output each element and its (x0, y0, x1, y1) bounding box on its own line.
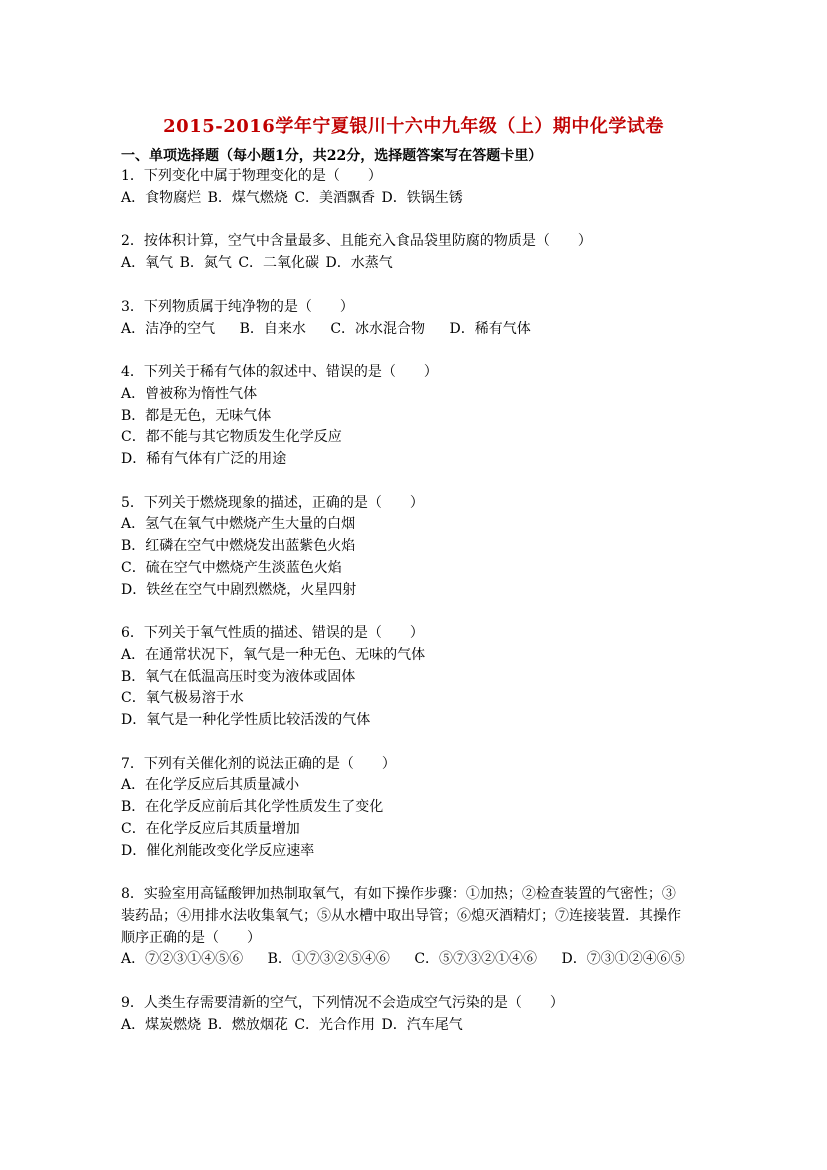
option-b: B．①⑦③②⑤④⑥ (267, 951, 390, 968)
question-stem: 1．下列变化中属于物理变化的是（ ） (121, 168, 382, 184)
question-stem: 2．按体积计算，空气中含量最多、且能充入食品袋里防腐的物质是（ ） (121, 233, 592, 250)
option-b: B．都是无色，无味气体 (121, 407, 272, 424)
question-8 (121, 884, 721, 971)
option-a: A．氧气 (121, 255, 174, 272)
option-c: C．氧气极易溶于水 (121, 690, 244, 707)
option-d: D．铁锅生锈 (381, 189, 463, 206)
question-4 (121, 362, 721, 471)
option-a: A．煤炭燃烧 (121, 1016, 202, 1033)
option-b: B．燃放烟花 (207, 1016, 288, 1033)
question-6 (121, 623, 721, 732)
option-a: A．食物腐烂 (121, 189, 202, 206)
question-stem-line-2: 装药品；④用排水法收集氧气；⑤从水槽中取出导管；⑥熄灭酒精灯；⑦连接装置．其操作 (121, 907, 681, 924)
option-d: D．汽车尾气 (381, 1016, 463, 1033)
question-stem: 4．下列关于稀有气体的叙述中、错误的是（ ） (121, 364, 438, 381)
option-b: B．煤气燃烧 (207, 189, 288, 206)
option-a: A．在化学反应后其质量减小 (121, 777, 300, 794)
question-1 (121, 166, 721, 209)
question-stem: 6．下列关于氧气性质的描述、错误的是（ ） (121, 625, 424, 642)
option-a: A．曾被称为惰性气体 (121, 385, 258, 402)
question-2 (121, 231, 721, 274)
option-b: B．氮气 (179, 255, 232, 272)
question-5 (121, 493, 721, 602)
option-b: B．红磷在空气中燃烧发出蓝紫色火焰 (121, 538, 356, 555)
option-c: C．冰水混合物 (330, 320, 426, 337)
option-d: D．氧气是一种化学性质比较活泼的气体 (121, 712, 371, 729)
option-a: A．在通常状况下，氧气是一种无色、无味的气体 (121, 646, 426, 663)
option-row (121, 188, 721, 210)
question-list (121, 166, 721, 1059)
option-d: D．铁丝在空气中剧烈燃烧，火星四射 (121, 581, 357, 598)
question-stem: 3．下列物质属于纯净物的是（ ） (121, 298, 354, 315)
option-c: C．⑤⑦③②①④⑥ (414, 951, 538, 968)
option-d: D．⑦③①②④⑥⑤ (561, 951, 685, 968)
option-b: B．自来水 (239, 320, 306, 337)
option-row (121, 319, 721, 341)
question-stem: 7．下列有关催化剂的说法正确的是（ ） (121, 755, 396, 772)
option-row (121, 1015, 721, 1037)
option-d: D．稀有气体有广泛的用途 (121, 451, 287, 468)
option-c: C．光合作用 (294, 1016, 376, 1033)
question-3 (121, 297, 721, 340)
question-stem: 5．下列关于燃烧现象的描述，正确的是（ ） (121, 494, 424, 511)
question-stem: 9．人类生存需要清新的空气，下列情况不会造成空气污染的是（ ） (121, 995, 564, 1012)
option-d: D．催化剂能改变化学反应速率 (121, 842, 315, 859)
option-a: A．⑦②③①④⑤⑥ (121, 951, 244, 968)
option-c: C．都不能与其它物质发生化学反应 (121, 429, 342, 446)
option-c: C．美酒飘香 (294, 189, 376, 206)
option-a: A．洁净的空气 (121, 320, 216, 337)
option-b: B．在化学反应前后其化学性质发生了变化 (121, 799, 384, 816)
question-stem-line-3: 顺序正确的是（ ） (121, 929, 261, 946)
question-7 (121, 754, 721, 863)
option-row (121, 253, 721, 275)
exam-title: 2015-2016学年宁夏银川十六中九年级（上）期中化学试卷 (163, 116, 664, 137)
option-d: D．稀有气体 (449, 320, 531, 337)
option-c: C．硫在空气中燃烧产生淡蓝色火焰 (121, 559, 342, 576)
option-b: B．氧气在低温高压时变为液体或固体 (121, 668, 356, 685)
option-c: C．在化学反应后其质量增加 (121, 820, 300, 837)
question-9 (121, 993, 721, 1036)
section-heading: 一、单项选择题（每小题1分，共22分，选择题答案写在答题卡里） (121, 148, 543, 164)
question-stem-line-1: 8．实验室用高锰酸钾加热制取氧气，有如下操作步骤：①加热；②检查装置的气密性；③ (121, 886, 676, 903)
option-d: D．水蒸气 (325, 255, 393, 272)
option-row (121, 949, 721, 971)
option-a: A．氢气在氧气中燃烧产生大量的白烟 (121, 516, 356, 533)
option-c: C．二氧化碳 (238, 255, 320, 272)
